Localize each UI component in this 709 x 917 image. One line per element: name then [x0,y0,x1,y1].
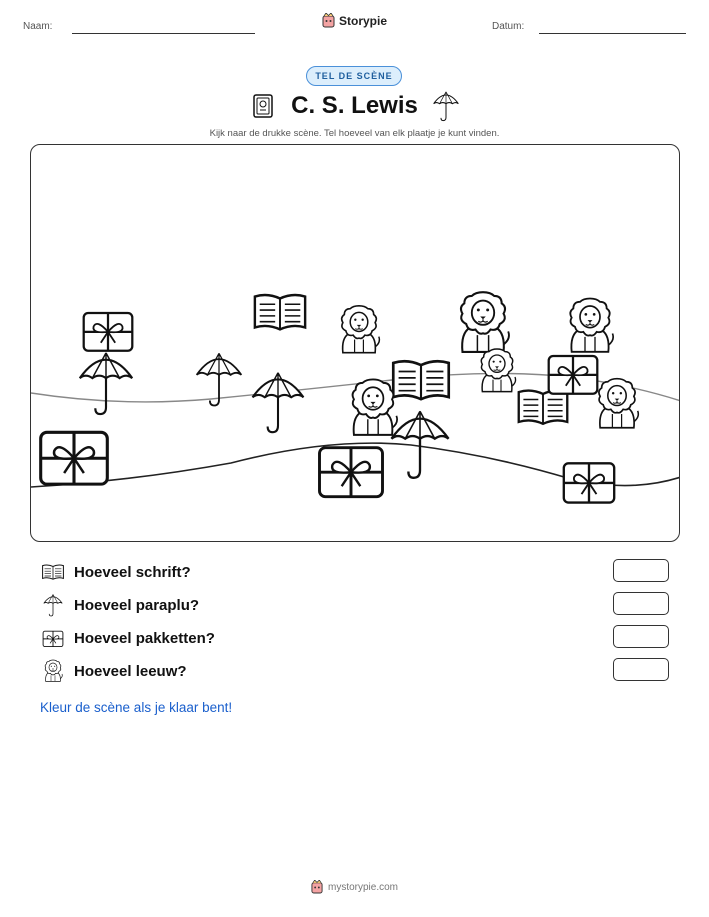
question-umbrella [40,592,199,618]
date-field[interactable] [539,33,686,34]
lion-icon [40,660,66,682]
storypie-icon [311,880,323,894]
gift-icon [320,448,383,497]
gift-icon [549,356,598,394]
book-icon [40,561,66,583]
lion-icon [353,379,398,434]
scene-illustration [31,145,680,542]
brand-logo [322,13,387,28]
gift-icon [41,432,108,484]
umbrella-icon [253,373,304,432]
lion-icon [481,349,515,392]
counting-scene [30,144,680,542]
umbrella-icon [40,594,66,616]
name-field[interactable] [72,33,255,34]
activity-badge: TEL DE SCÈNE [306,66,402,86]
book-icon [519,391,568,424]
footer-url[interactable]: mystorypie.com [327,881,398,893]
umbrella-icon [197,353,242,405]
footer [0,880,709,894]
instructions: Kijk naar de drukke scène. Tel hoeveel van elk plaatje je kunt vinden. [209,128,500,139]
question-lion [40,658,187,684]
lion-icon [599,379,638,428]
coloring-instruction: Kleur de scène als je klaar bent! [40,700,233,715]
lion-icon [570,299,613,352]
answer-box-gift[interactable] [613,625,669,648]
answer-box-umbrella[interactable] [613,592,669,615]
gift-icon [84,313,133,351]
lion-icon [342,306,380,353]
umbrella-icon [80,353,132,414]
page-title: C. S. Lewis [291,92,418,119]
answer-box-book[interactable] [613,559,669,582]
storypie-icon [322,13,335,28]
question-text: Hoeveel paraplu? [74,596,200,614]
book-icon [255,295,305,329]
answer-box-lion[interactable] [613,658,669,681]
date-label: Datum: [492,21,525,32]
book-icon [393,361,448,399]
question-gift [40,625,215,651]
question-text: Hoeveel pakketten? [74,629,215,647]
umbrella-icon [430,90,462,122]
brand-name: Storypie [339,13,388,28]
question-text: Hoeveel schrift? [74,563,191,581]
lion-icon [461,292,509,352]
question-text: Hoeveel leeuw? [74,662,187,680]
name-label: Naam: [23,21,53,32]
question-book [40,559,191,585]
gift-icon [564,463,614,502]
gift-icon [40,627,66,649]
